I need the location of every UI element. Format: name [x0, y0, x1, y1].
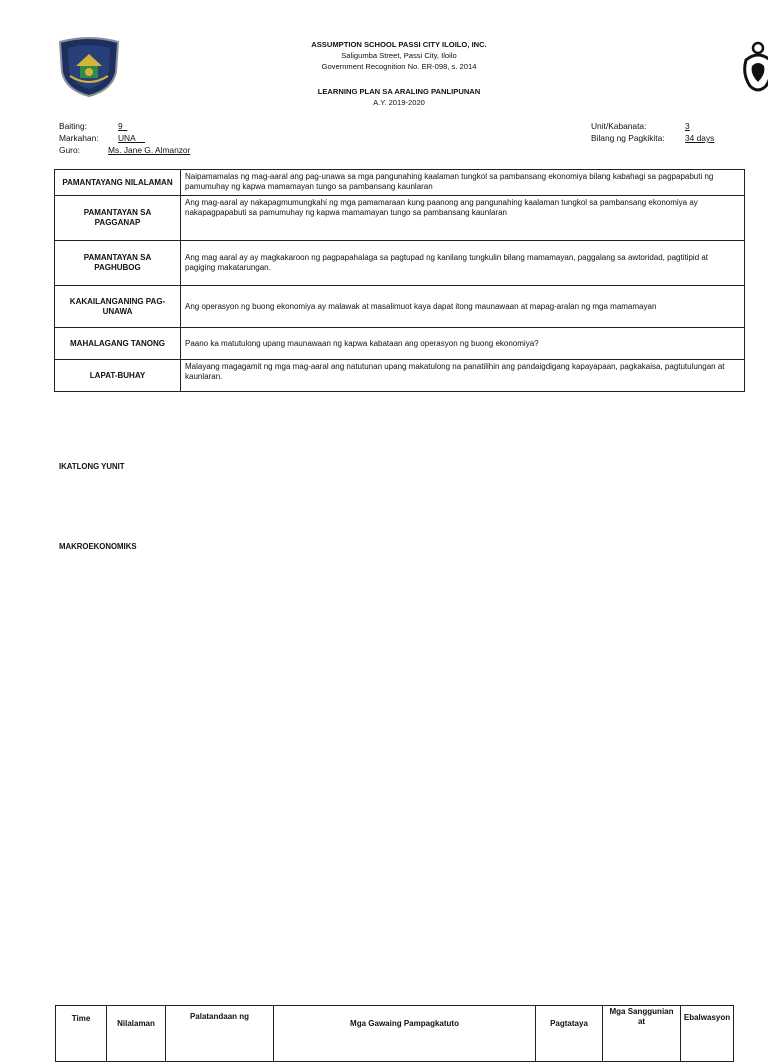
markahan-label: Markahan:: [59, 133, 99, 143]
baiting-label: Baiting:: [59, 121, 87, 131]
row-label: PAMANTAYAN SA PAGGANAP: [55, 196, 181, 241]
baiting-line: [59, 121, 127, 132]
school-logo: [56, 36, 122, 98]
table-row: [55, 170, 745, 196]
bilang-line: [591, 133, 714, 144]
header-cell: Time: [56, 1006, 107, 1062]
row-content-line: nakapagpapabuti sa pamumuhay ng kapwa mamamayan tungo sa pambansang kaunlaran: [185, 208, 507, 217]
markahan-line: [59, 133, 145, 144]
row-content: [181, 196, 745, 241]
row-content: Ang mag aaral ay ay magkakaroon ng pagpapahalaga sa pagtupad ng kanilang tungkulin bilang mamamayan, paggalang sa awtoridad, pagtitipid at pagiging makatarungan.: [181, 241, 745, 286]
row-content: Malayang magagamit ng mga mag-aaral ang natutunan upang makatulong na panatilihin ang pandaigdigang kapayapaan, pagkakaisa, pagtutulungan at kaunlaran.: [181, 360, 745, 392]
unit-heading: IKATLONG YUNIT: [59, 462, 125, 471]
school-name: ASSUMPTION SCHOOL PASSI CITY ILOILO, INC.: [311, 40, 487, 49]
government-recognition: Government Recognition No. ER-098, s. 2014: [321, 62, 477, 71]
header-cell: Ebalwasyon: [681, 1006, 734, 1062]
row-label: PAMANTAYAN SA PAGHUBOG: [55, 241, 181, 286]
crest-icon: [738, 40, 768, 96]
bilang-value: 34 days: [685, 133, 715, 143]
row-label: LAPAT-BUHAY: [55, 360, 181, 392]
row-content: Paano ka matutulong upang maunawaan ng kapwa kabataan ang operasyon ng buong ekonomiya?: [181, 328, 745, 360]
header-cell: Palatandaan ng: [166, 1006, 274, 1062]
table-row: [55, 241, 745, 286]
row-content: Ang operasyon ng buong ekonomiya ay malawak at masalimuot kaya dapat itong maunawaan at mapag-aralan ng mga mamamayan: [181, 286, 745, 328]
table-row: [55, 286, 745, 328]
header-cell: Mga Gawaing Pampagkatuto: [274, 1006, 536, 1062]
activities-table: [55, 1005, 734, 1062]
unit-label: Unit/Kabanata:: [591, 121, 647, 131]
table-header-row: [56, 1006, 734, 1062]
table-row: [55, 360, 745, 392]
plan-title: LEARNING PLAN SA ARALING PANLIPUNAN: [317, 87, 481, 96]
row-content: Naipamamalas ng mag-aaral ang pag-unawa sa mga pangunahing kaalaman tungkol sa pambansang ekonomiya bilang kabahagi sa pagpapabuti ng pamumuhay ng kapwa mamamayan tungo sa pambansang kaunlaran: [181, 170, 745, 196]
guro-value: Ms. Jane G. Almanzor: [108, 145, 191, 155]
learning-plan-table: [54, 169, 745, 392]
table-row: [55, 196, 745, 241]
school-year: A.Y. 2019-2020: [373, 98, 425, 107]
baiting-value: 9: [118, 121, 123, 131]
row-label: KAKAILANGANING PAG-UNAWA: [55, 286, 181, 328]
row-label: MAHALAGANG TANONG: [55, 328, 181, 360]
row-content-line: Ang mag-aaral ay nakapagmumungkahi ng mga pamamaraan kung paanong ang pangunahing kaalaman tungkol sa pambansang ekonomiya ay: [185, 198, 698, 207]
markahan-value: UNA: [118, 133, 136, 143]
table-row: [55, 328, 745, 360]
unit-line: [591, 121, 690, 132]
topic-heading: MAKROEKONOMIKS: [59, 542, 137, 551]
unit-value: 3: [685, 121, 690, 131]
row-label: PAMANTAYANG NILALAMAN: [55, 170, 181, 196]
header-cell: Nilalaman: [107, 1006, 166, 1062]
bilang-label: Bilang ng Pagkikita:: [591, 133, 665, 143]
school-address: Saligumba Street, Passi City, Iloilo: [341, 51, 457, 60]
header-cell: Mga Sanggunian at: [603, 1006, 681, 1062]
guro-label: Guro:: [59, 145, 80, 155]
header-cell: Pagtataya: [536, 1006, 603, 1062]
guro-line: [59, 145, 190, 156]
